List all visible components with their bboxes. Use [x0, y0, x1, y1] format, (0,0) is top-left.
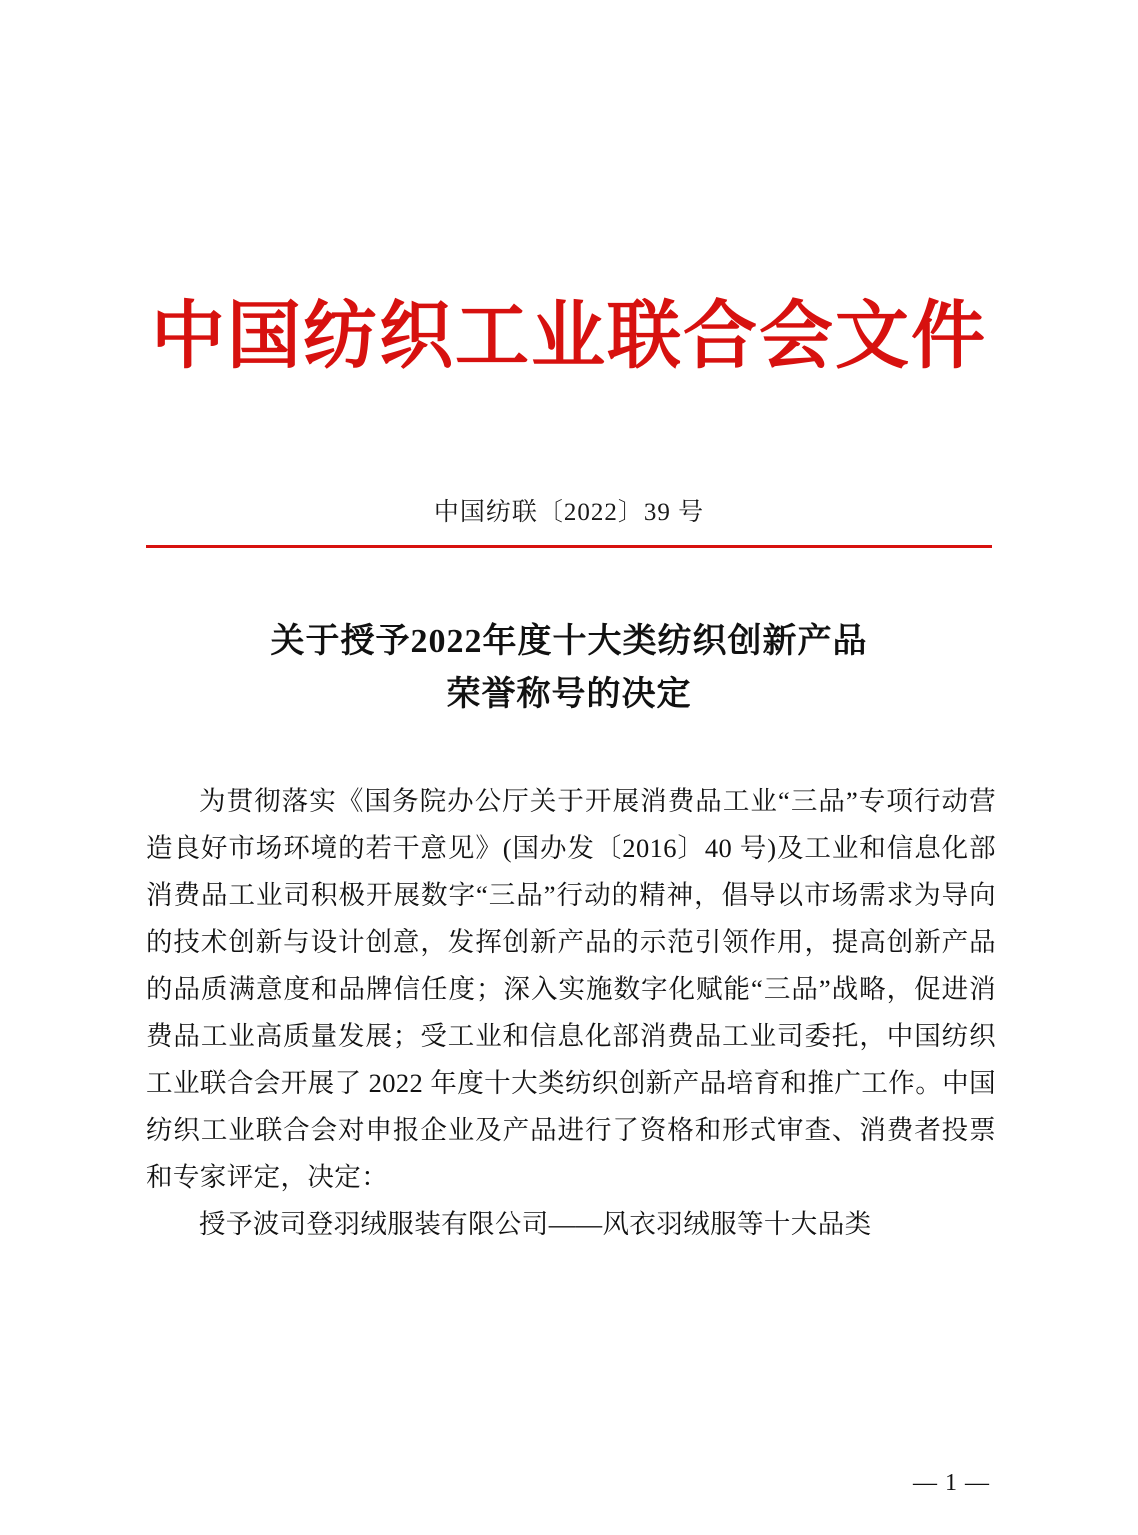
body-paragraph-1: 为贯彻落实《国务院办公厅关于开展消费品工业“三品”专项行动营造良好市场环境的若干意见》(国办发〔2016〕40 号)及工业和信息化部消费品工业司积极开展数字“三品”行动的精神，倡导以市场需求为导向的技术创新与设计创意，发挥创新产品的示范引领作用，提高创新产品的品质满意度和品牌信任度；深入实施数字化赋能“三品”战略，促进消费品工业高质量发展；受工业和信息化部消费品工业司委托，中国纺织工业联合会开展了 2022 年度十大类纺织创新产品培育和推广工作。中国纺织工业联合会对申报企业及产品进行了资格和形式审查、消费者投票和专家评定，决定： [146, 786, 996, 1192]
red-divider-rule [146, 545, 992, 548]
page-number: — 1 — [913, 1470, 990, 1496]
document-title [0, 616, 1138, 721]
body-paragraph-2: 授予波司登羽绒服装有限公司——风衣羽绒服等十大品类 [199, 1209, 872, 1239]
document-number: 中国纺联〔2022〕39 号 [433, 499, 705, 526]
document-masthead-title: 中国纺织工业联合会文件 [151, 293, 987, 379]
document-title-line-1: 关于授予2022年度十大类纺织创新产品 [270, 623, 868, 660]
document-title-line-2: 荣誉称号的决定 [446, 675, 692, 713]
document-body [146, 778, 996, 1248]
